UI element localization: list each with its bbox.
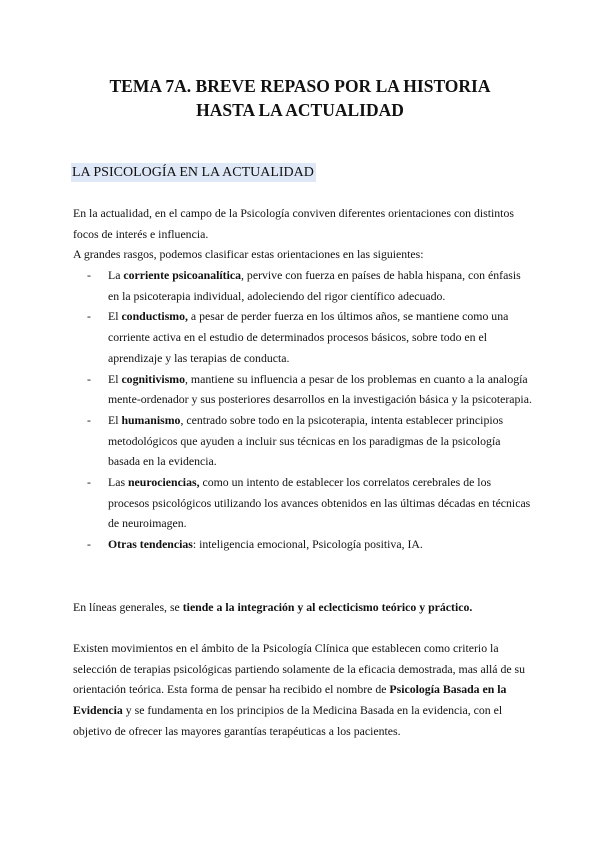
general-paragraph (73, 597, 533, 618)
bullet-dash: - (87, 371, 91, 386)
item-term: cognitivismo (121, 371, 186, 386)
list-item (73, 369, 533, 410)
item-text: : inteligencia emocional, Psicología positiva, IA. (192, 537, 423, 552)
item-prefix: El (108, 412, 122, 427)
final-text: Existen movimientos en el ámbito de la Psicología Clínica que establecen como criterio la selección de terapias psicológicas partiendo solamente de la eficacia demostrada, mas allá de su orientación teórica. Esta forma de pensar ha recibido el nombre de (73, 641, 526, 697)
orientations-list (73, 265, 533, 555)
bullet-dash: - (87, 537, 91, 552)
item-term: conductismo, (121, 309, 188, 324)
final-term: Psicología Basada en la Evidencia (73, 682, 507, 718)
list-item (73, 534, 533, 555)
title-line-1: TEMA 7A. BREVE REPASO POR LA HISTORIA (109, 76, 491, 96)
final-paragraph (73, 638, 533, 742)
item-term: humanismo (121, 412, 181, 427)
bullet-dash: - (87, 309, 91, 324)
item-prefix: El (108, 309, 122, 324)
general-text: En líneas generales, se (73, 600, 183, 614)
item-term: corriente psicoanalítica (123, 268, 242, 282)
document-title (0, 74, 600, 122)
title-line-2: HASTA LA ACTUALIDAD (196, 100, 404, 120)
section-heading: LA PSICOLOGÍA EN LA ACTUALIDAD (72, 165, 314, 180)
list-item (73, 410, 533, 472)
final-text-end: y se fundamenta en los principios de la Medicina Basada en la evidencia, con el objetivo de ofrecer las mayores garantías terapéuticas a los pacientes. (73, 703, 503, 738)
list-item (73, 306, 533, 368)
list-item (73, 265, 533, 306)
item-prefix: Las (108, 475, 128, 490)
item-text: a pesar de perder fuerza en los últimos años, se mantiene como una corriente activa en el estudio de determinados procesos básicos, sobre todo en el aprendizaje y las terapias de conducta. (108, 309, 509, 365)
bullet-dash: - (87, 412, 91, 427)
item-prefix: El (108, 371, 122, 386)
bullet-dash: - (87, 475, 91, 490)
intro-line-1: En la actualidad, en el campo de la Psicología conviven diferentes orientaciones con distintos focos de interés e influencia. (73, 206, 514, 241)
list-item (73, 472, 533, 534)
item-term: neurociencias, (127, 475, 200, 490)
general-emphasis: tiende a la integración y al eclecticismo teórico y práctico. (182, 600, 473, 614)
intro-line-2: A grandes rasgos, podemos clasificar estas orientaciones en las siguientes: (73, 247, 424, 262)
item-text: , mantiene su influencia a pesar de los problemas en cuanto a la analogía mente-ordenador y sus posteriores desarrollos en la investigación básica y la psicoterapia. (108, 371, 532, 407)
item-text: , pervive con fuerza en países de habla hispana, con énfasis en la psicoterapia individual, adoleciendo del rigor científico adecuado. (108, 268, 521, 303)
item-text: como un intento de establecer los correlatos cerebrales de los procesos psicológicos utilizando los avances obtenidos en las últimas décadas en técnicas de neuroimagen. (108, 475, 531, 531)
item-prefix: La (108, 268, 124, 282)
item-text: , centrado sobre todo en la psicoterapia, intenta establecer principios metodológicos que ayuden a incluir sus técnicas en los paradigmas de la psicología basada en la evidencia. (108, 412, 504, 469)
item-term: Otras tendencias (108, 537, 193, 552)
bullet-dash: - (87, 268, 91, 282)
intro-paragraph (73, 203, 533, 265)
